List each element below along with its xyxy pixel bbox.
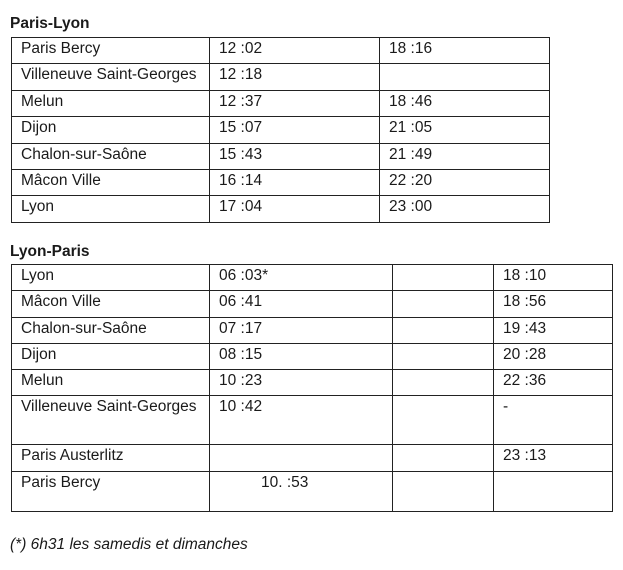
station-cell: Melun <box>12 90 210 116</box>
station-cell: Dijon <box>12 343 210 369</box>
time-cell: 15 :43 <box>210 143 380 169</box>
station-cell: Mâcon Ville <box>12 291 210 317</box>
table-row <box>12 370 613 396</box>
time-cell <box>393 265 494 291</box>
table-row <box>12 343 613 369</box>
time-cell <box>393 370 494 396</box>
table-row <box>12 396 613 445</box>
time-cell: 18 :56 <box>494 291 613 317</box>
table-row <box>12 445 613 471</box>
paris-lyon-title: Paris-Lyon <box>10 15 90 32</box>
time-cell <box>393 291 494 317</box>
time-cell <box>393 343 494 369</box>
station-cell: Lyon <box>12 196 210 222</box>
time-cell: 20 :28 <box>494 343 613 369</box>
time-cell: 19 :43 <box>494 317 613 343</box>
time-cell: 08 :15 <box>210 343 393 369</box>
table-row <box>12 265 613 291</box>
time-cell: 12 :18 <box>210 64 380 90</box>
table-row <box>12 143 550 169</box>
time-cell: 12 :37 <box>210 90 380 116</box>
time-cell: 18 :46 <box>380 90 550 116</box>
time-cell: 07 :17 <box>210 317 393 343</box>
table-row <box>12 471 613 511</box>
time-cell: 22 :20 <box>380 169 550 195</box>
table-row <box>12 38 550 64</box>
station-cell: Chalon-sur-Saône <box>12 317 210 343</box>
table-row <box>12 64 550 90</box>
station-cell: Villeneuve Saint-Georges <box>12 64 210 90</box>
time-cell: 16 :14 <box>210 169 380 195</box>
table-row <box>12 196 550 222</box>
time-cell: 06 :03* <box>210 265 393 291</box>
time-cell: 10 :42 <box>210 396 393 445</box>
time-cell <box>393 445 494 471</box>
time-cell <box>494 471 613 511</box>
table-row <box>12 291 613 317</box>
footnote: (*) 6h31 les samedis et dimanches <box>10 536 248 553</box>
time-cell <box>393 317 494 343</box>
station-cell: Paris Austerlitz <box>12 445 210 471</box>
lyon-paris-timetable <box>11 264 613 512</box>
time-cell: 18 :10 <box>494 265 613 291</box>
time-cell: 10 :23 <box>210 370 393 396</box>
lyon-paris-title: Lyon-Paris <box>10 243 90 260</box>
station-cell: Lyon <box>12 265 210 291</box>
paris-lyon-timetable <box>11 37 550 223</box>
station-cell: Villeneuve Saint-Georges <box>12 396 210 445</box>
table-row <box>12 117 550 143</box>
time-cell: 18 :16 <box>380 38 550 64</box>
time-cell: 23 :00 <box>380 196 550 222</box>
time-cell: 22 :36 <box>494 370 613 396</box>
time-cell: 23 :13 <box>494 445 613 471</box>
station-cell: Paris Bercy <box>12 38 210 64</box>
time-cell: 10. :53 <box>210 471 393 511</box>
station-cell: Paris Bercy <box>12 471 210 511</box>
station-cell: Chalon-sur-Saône <box>12 143 210 169</box>
time-cell: 21 :49 <box>380 143 550 169</box>
time-cell <box>393 471 494 511</box>
time-cell <box>393 396 494 445</box>
time-cell <box>210 445 393 471</box>
table-row <box>12 169 550 195</box>
table-row <box>12 90 550 116</box>
time-cell: 06 :41 <box>210 291 393 317</box>
time-cell: 21 :05 <box>380 117 550 143</box>
station-cell: Mâcon Ville <box>12 169 210 195</box>
time-cell <box>380 64 550 90</box>
time-cell: 12 :02 <box>210 38 380 64</box>
table-row <box>12 317 613 343</box>
station-cell: Melun <box>12 370 210 396</box>
station-cell: Dijon <box>12 117 210 143</box>
time-cell: - <box>494 396 613 445</box>
time-cell: 15 :07 <box>210 117 380 143</box>
time-cell: 17 :04 <box>210 196 380 222</box>
